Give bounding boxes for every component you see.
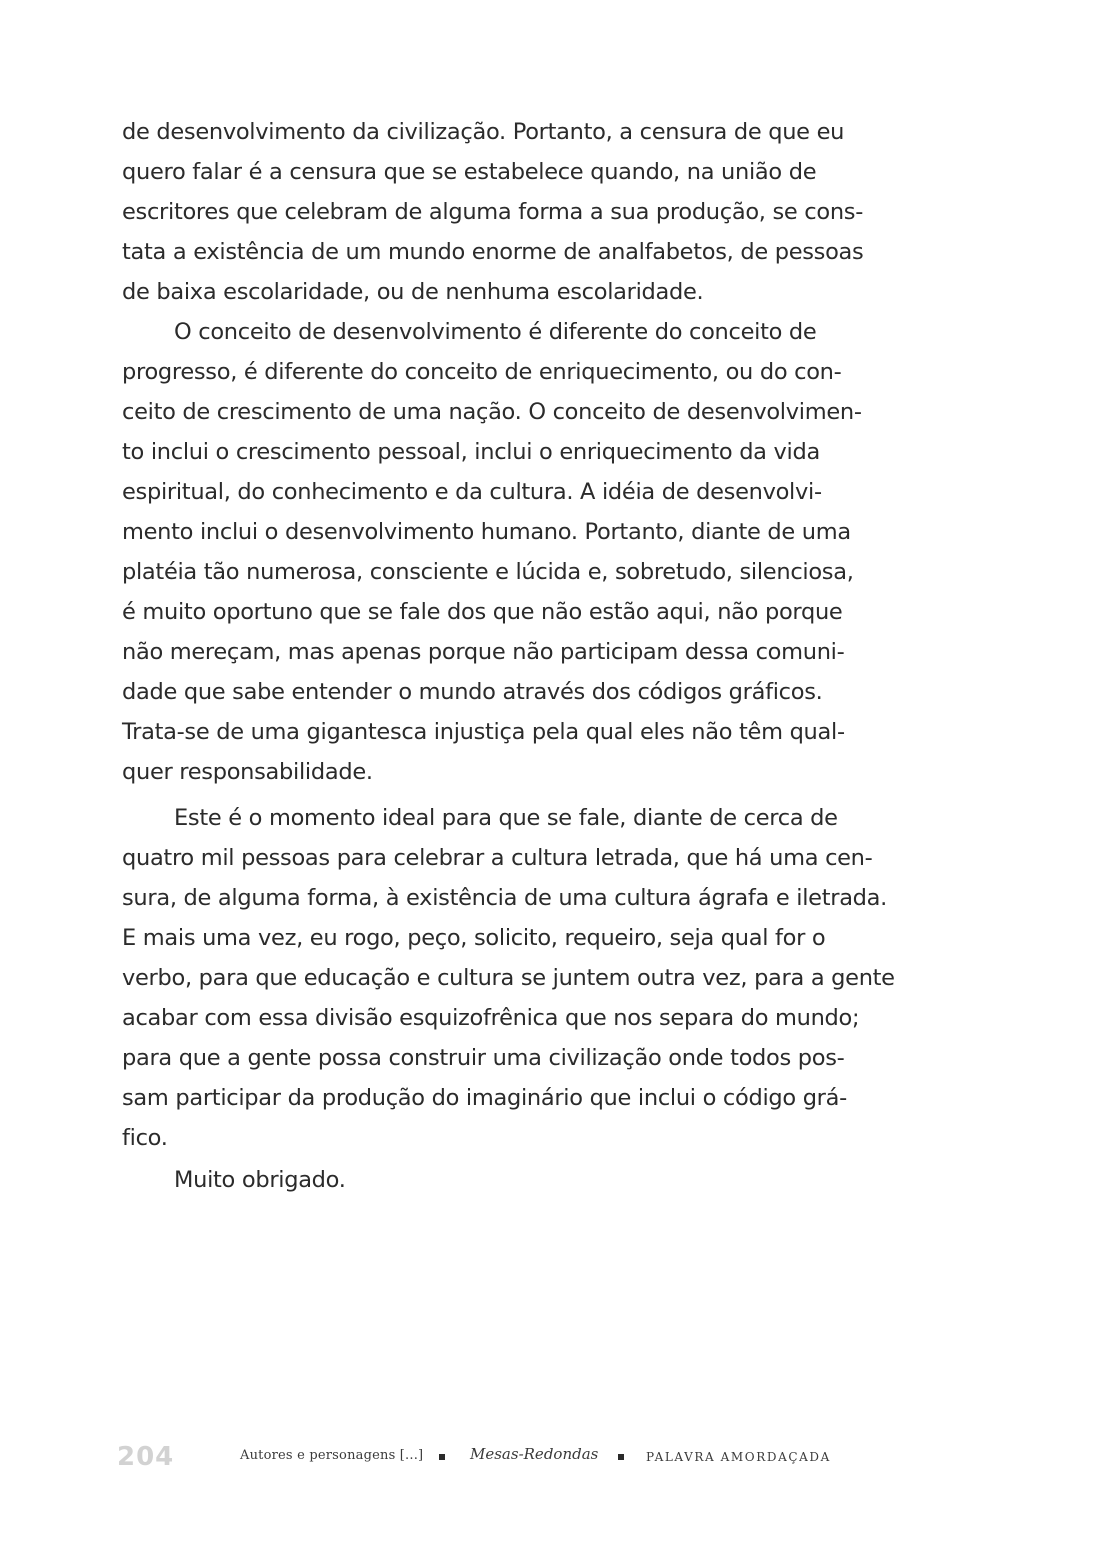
footer-subsection: PALAVRA AMORDAÇADA	[646, 1450, 831, 1464]
text-line: quero falar é a censura que se estabelece quando, na união de	[122, 159, 817, 185]
footer-section: Mesas-Redondas	[470, 1445, 599, 1463]
text-line: acabar com essa divisão esquizofrênica que nos separa do mundo;	[122, 1005, 860, 1031]
text-line: espiritual, do conhecimento e da cultura. A idéia de desenvolvi-	[122, 479, 822, 505]
text-line: não mereçam, mas apenas porque não participam dessa comuni-	[122, 639, 845, 665]
text-line: quatro mil pessoas para celebrar a cultura letrada, que há uma cen-	[122, 845, 873, 871]
page-footer	[117, 1440, 837, 1474]
text-line: E mais uma vez, eu rogo, peço, solicito, requeiro, seja qual for o	[122, 925, 826, 951]
bullet-separator-icon	[618, 1454, 624, 1460]
footer-book-title: Autores e personagens [...]	[240, 1448, 424, 1463]
text-line: de baixa escolaridade, ou de nenhuma escolaridade.	[122, 279, 704, 305]
page-number: 204	[117, 1442, 175, 1472]
text-line: Trata-se de uma gigantesca injustiça pela qual eles não têm qual-	[122, 719, 845, 745]
text-line: to inclui o crescimento pessoal, inclui o enriquecimento da vida	[122, 439, 820, 465]
text-line: progresso, é diferente do conceito de enriquecimento, ou do con-	[122, 359, 842, 385]
text-line: fico.	[122, 1125, 168, 1151]
text-line: quer responsabilidade.	[122, 759, 373, 785]
text-line: tata a existência de um mundo enorme de analfabetos, de pessoas	[122, 239, 864, 265]
paragraph-start-line: O conceito de desenvolvimento é diferente do conceito de	[174, 319, 817, 345]
closing-line: Muito obrigado.	[174, 1167, 346, 1193]
text-line: dade que sabe entender o mundo através dos códigos gráficos.	[122, 679, 823, 705]
paragraph-start-line: Este é o momento ideal para que se fale, diante de cerca de	[174, 805, 838, 831]
text-line: platéia tão numerosa, consciente e lúcida e, sobretudo, silenciosa,	[122, 559, 854, 585]
text-line: de desenvolvimento da civilização. Portanto, a censura de que eu	[122, 119, 845, 145]
bullet-separator-icon	[439, 1454, 445, 1460]
text-line: verbo, para que educação e cultura se juntem outra vez, para a gente	[122, 965, 895, 991]
text-line: mento inclui o desenvolvimento humano. Portanto, diante de uma	[122, 519, 851, 545]
text-line: ceito de crescimento de uma nação. O conceito de desenvolvimen-	[122, 399, 862, 425]
text-line: escritores que celebram de alguma forma a sua produção, se cons-	[122, 199, 864, 225]
text-line: sam participar da produção do imaginário que inclui o código grá-	[122, 1085, 847, 1111]
text-line: sura, de alguma forma, à existência de uma cultura ágrafa e iletrada.	[122, 885, 887, 911]
text-line: para que a gente possa construir uma civilização onde todos pos-	[122, 1045, 845, 1071]
text-line: é muito oportuno que se fale dos que não estão aqui, não porque	[122, 599, 843, 625]
